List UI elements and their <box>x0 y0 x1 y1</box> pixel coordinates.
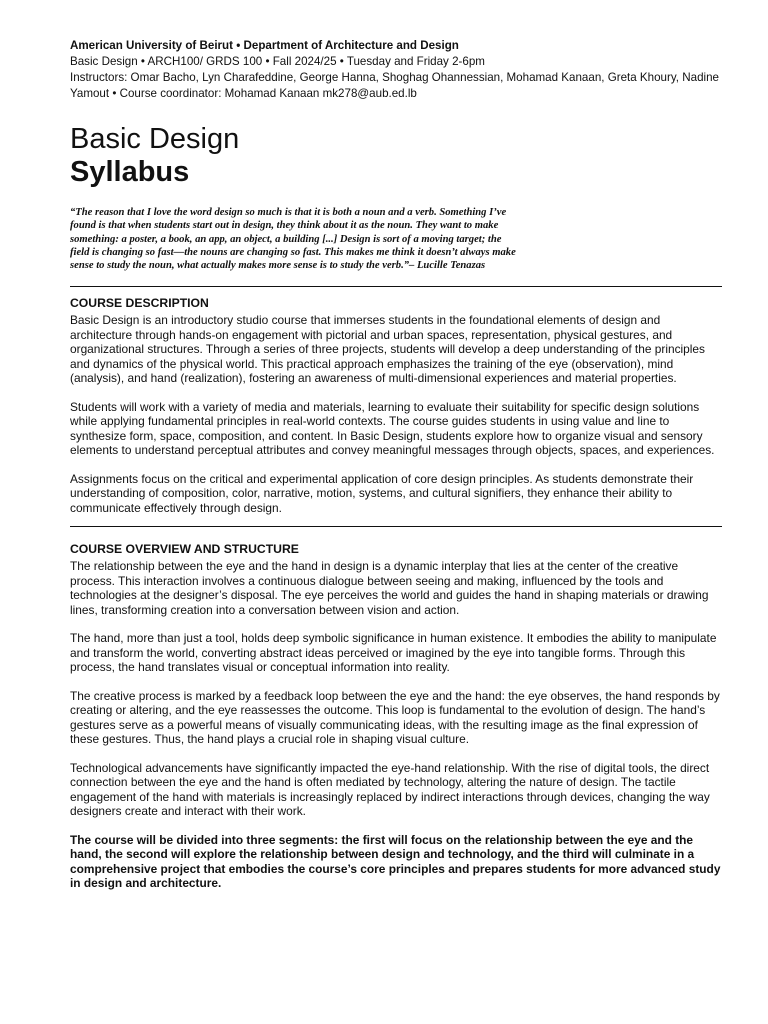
section-divider <box>70 526 722 527</box>
course-description-paragraph: Assignments focus on the critical and experimental application of core design principles. As students demonstrate their understanding of composition, color, narrative, motion, systems, and cultural signifiers, they enhance their ability to communicate effectively through design. <box>70 471 694 515</box>
course-overview-heading: COURSE OVERVIEW AND STRUCTURE <box>70 542 299 557</box>
course-description-paragraph: Basic Design is an introductory studio course that immerses students in the foundational elements of design and architecture through hands-on engagement with pictorial and urban spaces, representation, physical gestures, and organizational structures. Through a series of three projects, students will develop a deep understanding of the principles and dynamics of the physical world. This practical approach emphasizes the training of the eye (observation), mind (analysis), and hand (realization), fostering an awareness of multi-dimensional experiences and material properties. <box>70 313 705 386</box>
course-overview-section <box>70 526 722 891</box>
document-title: Basic Design <box>70 123 240 155</box>
course-description-section <box>70 286 722 515</box>
institution-line: American University of Beirut • Department of Architecture and Design <box>70 39 459 52</box>
document-subtitle: Syllabus <box>70 156 190 188</box>
epigraph-quote: “The reason that I love the word design so much is that it is both a noun and a verb. Something I’ve found is that when students start out in design, they think about it as the noun. They want to make something: a poster, a book, an app, an object, a building [...] Design is sort of a moving target; the field is changing so fast—the nouns are changing so fast. This makes me think it doesn’t always make sense to study the noun, what actually makes more sense is to study the verb.”– Lucille Tenazas <box>70 207 516 272</box>
course-structure-summary: The course will be divided into three segments: the first will focus on the relationship between the eye and the hand, the second will explore the relationship between design and technology, and the third will culminate in a comprehensive project that embodies the course’s core principles and prepares students for more advanced study in design and architecture. <box>70 832 721 891</box>
course-overview-paragraph: The creative process is marked by a feedback loop between the eye and the hand: the eye observes, the hand responds by creating or altering, and the eye reassesses the outcome. This loop is fundamental to the evolution of design. The hand’s gestures serve as a powerful means of visually communicating ideas, with the resulting image as the final expression of these gestures. Thus, the hand plays a crucial role in shaping visual culture. <box>70 688 720 747</box>
course-description-paragraph: Students will work with a variety of media and materials, learning to evaluate their suitability for specific design solutions while applying fundamental principles in real-world contexts. The course guides students in using value and line to synthesize form, space, composition, and content. In Basic Design, students explore how to organize visual and sensory elements to understand perceptual attributes and convey meaningful messages through objects, spaces, and experiences. <box>70 399 715 458</box>
document-header <box>70 38 722 102</box>
section-divider <box>70 286 722 287</box>
course-info-line: Basic Design • ARCH100/ GRDS 100 • Fall 2024/25 • Tuesday and Friday 2-6pm <box>70 55 485 68</box>
course-overview-paragraph: Technological advancements have significantly impacted the eye-hand relationship. With the rise of digital tools, the direct connection between the eye and the hand is often mediated by technology, altering the nature of design. The tactile engagement of the hand with materials is increasingly replaced by indirect interactions through devices, changing the way designers create and interact with their work. <box>70 760 710 819</box>
syllabus-page <box>70 38 722 891</box>
instructors-line: Instructors: Omar Bacho, Lyn Charafeddine, George Hanna, Shoghag Ohannessian, Mohamad Kanaan, Greta Khoury, Nadine Yamout • Course coordinator: Mohamad Kanaan mk278@aub.ed.lb <box>70 71 719 100</box>
course-description-heading: COURSE DESCRIPTION <box>70 296 209 311</box>
course-overview-paragraph: The relationship between the eye and the hand in design is a dynamic interplay that lies at the center of the creative process. This interaction involves a continuous dialogue between seeing and making, influenced by the tools and technologies at the designer’s disposal. The eye perceives the world and guides the hand in shaping materials or drawing lines, transforming creation into a conversation between vision and action. <box>70 559 709 617</box>
course-overview-paragraph: The hand, more than just a tool, holds deep symbolic significance in human existence. It embodies the ability to manipulate and transform the world, converting abstract ideas perceived or imagined by the eye into tangible forms. Through this process, the hand translates visual or conceptual information into reality. <box>70 631 717 675</box>
